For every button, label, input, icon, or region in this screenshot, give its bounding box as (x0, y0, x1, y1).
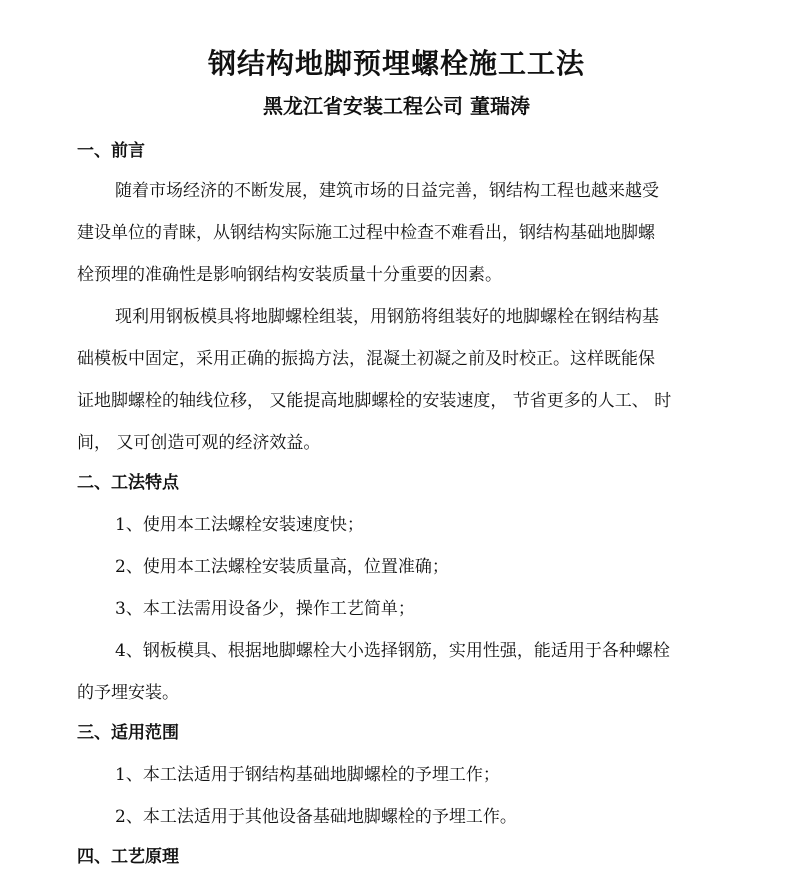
paragraph-line: 础模板中固定，采用正确的振捣方法，混凝土初凝之前及时校正。这样既能保 (77, 349, 655, 369)
paragraph-line: 随着市场经济的不断发展，建筑市场的日益完善，钢结构工程也越来越受 (115, 181, 659, 201)
list-item: 1、本工法适用于钢结构基础地脚螺栓的予埋工作； (115, 765, 500, 785)
section-heading-principle: 四、工艺原理 (77, 847, 179, 867)
section-heading-foreword: 一、前言 (77, 141, 145, 161)
list-item: 3、本工法需用设备少，操作工艺简单； (115, 599, 415, 619)
section-heading-scope: 三、适用范围 (77, 723, 179, 743)
paragraph-line: 建设单位的青睐，从钢结构实际施工过程中检查不难看出，钢结构基础地脚螺 (77, 223, 655, 243)
section-heading-features: 二、工法特点 (77, 473, 179, 493)
paragraph-line: 现利用钢板模具将地脚螺栓组装，用钢筋将组装好的地脚螺栓在钢结构基 (115, 307, 659, 327)
paragraph-line: 栓预埋的准确性是影响钢结构安装质量十分重要的因素。 (77, 265, 502, 285)
list-item: 2、本工法适用于其他设备基础地脚螺栓的予埋工作。 (115, 807, 517, 827)
paragraph-line: 证地脚螺栓的轴线位移， 又能提高地脚螺栓的安装速度， 节省更多的人工、 时 (77, 391, 672, 411)
paragraph-line: 间， 又可创造可观的经济效益。 (77, 433, 321, 453)
list-item: 2、使用本工法螺栓安装质量高，位置准确； (115, 557, 449, 577)
list-item: 4、钢板模具、根据地脚螺栓大小选择钢筋，实用性强，能适用于各种螺栓 (115, 641, 670, 661)
author-line: 黑龙江省安装工程公司 董瑞涛 (263, 94, 530, 118)
document-title: 钢结构地脚预埋螺栓施工工法 (207, 47, 585, 80)
list-item: 1、使用本工法螺栓安装速度快； (115, 515, 364, 535)
list-item-continuation: 的予埋安装。 (77, 683, 179, 703)
